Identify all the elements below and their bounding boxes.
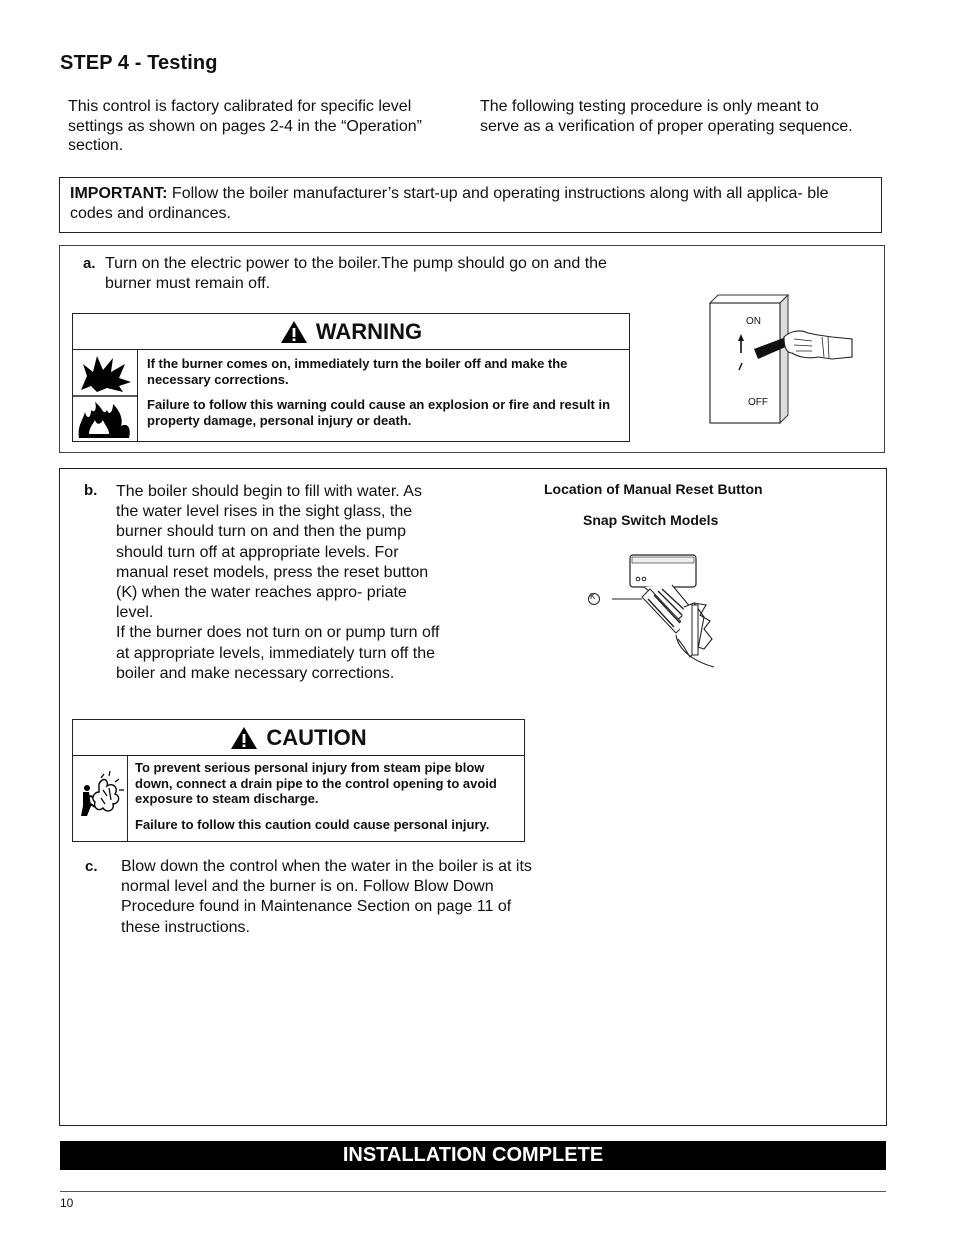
- step-b-paragraph-1: The boiler should begin to fill with water. As the water level rises in the sight glass, the burner should turn on and then the pump should turn off at appropriate levels. For manual reset models, press the reset button (K) when the water reaches appro- priate level.: [116, 483, 429, 622]
- reset-figure-subcaption: Snap Switch Models: [583, 512, 719, 528]
- step-b-text: [116, 482, 441, 684]
- page-number: 10: [60, 1196, 74, 1210]
- step-a-label: a.: [83, 255, 96, 272]
- installation-complete-banner: INSTALLATION COMPLETE: [60, 1141, 886, 1170]
- warning-icon-column: [73, 350, 138, 441]
- important-notice: [59, 177, 882, 233]
- reset-figure-caption: Location of Manual Reset Button: [544, 481, 763, 497]
- caution-message: [135, 760, 525, 842]
- page-title: STEP 4 - Testing: [60, 52, 218, 74]
- step-b-panel: [59, 468, 887, 1126]
- switch-off-label: OFF: [748, 397, 768, 408]
- step-c-text: Blow down the control when the water in the boiler is at its normal level and the burner is on. Follow Blow Down Procedure found in Maintenance Section on page 11 of these instructions.: [121, 858, 532, 936]
- caution-icon-column: [73, 756, 128, 841]
- warning-title: WARNING: [315, 318, 423, 344]
- power-switch-illustration: [700, 291, 860, 426]
- warning-box: [72, 313, 630, 442]
- intro-right-paragraph: The following testing procedure is only meant to serve as a verification of proper operating sequence.: [480, 98, 853, 135]
- intro-left-paragraph: This control is factory calibrated for specific level settings as shown on pages 2-4 in the “Operation” section.: [68, 98, 422, 154]
- warning-message: [147, 356, 617, 438]
- footer-divider: [60, 1191, 886, 1192]
- reset-k-label: K: [590, 592, 596, 601]
- steam-burn-icon: [73, 756, 127, 842]
- caution-title: CAUTION: [266, 724, 367, 750]
- caution-line-1: To prevent serious personal injury from steam pipe blow down, connect a drain pipe to the control opening to avoid exposure to steam discharge.: [135, 760, 497, 806]
- step-b-paragraph-2: If the burner does not turn on or pump turn off at appropriate levels, immediately turn off the boiler and make necessary corrections.: [116, 624, 440, 682]
- important-text: Follow the boiler manufacturer’s start-up and operating instructions along with all applica- ble codes and ordinances.: [70, 185, 829, 222]
- switch-on-label: ON: [746, 316, 761, 327]
- warning-line-1: If the burner comes on, immediately turn the boiler off and make the necessary corrections.: [147, 356, 568, 387]
- caution-header: [73, 720, 524, 756]
- step-a-panel: [59, 245, 885, 453]
- caution-line-2: Failure to follow this caution could cause personal injury.: [135, 816, 490, 832]
- step-b-label: b.: [84, 482, 98, 499]
- warning-header: [73, 314, 629, 350]
- explosion-fire-icon: [73, 350, 137, 441]
- warning-line-2: Failure to follow this warning could cause an explosion or fire and result in property damage, personal injury or death.: [147, 397, 611, 428]
- warning-triangle-icon: [280, 320, 308, 344]
- caution-box: [72, 719, 525, 842]
- step-a-text: Turn on the electric power to the boiler.The pump should go on and the burner must remain off.: [105, 255, 607, 293]
- step-c-label: c.: [85, 858, 98, 875]
- important-label: IMPORTANT:: [70, 185, 168, 202]
- reset-button-illustration: [580, 549, 740, 679]
- caution-triangle-icon: [230, 726, 258, 750]
